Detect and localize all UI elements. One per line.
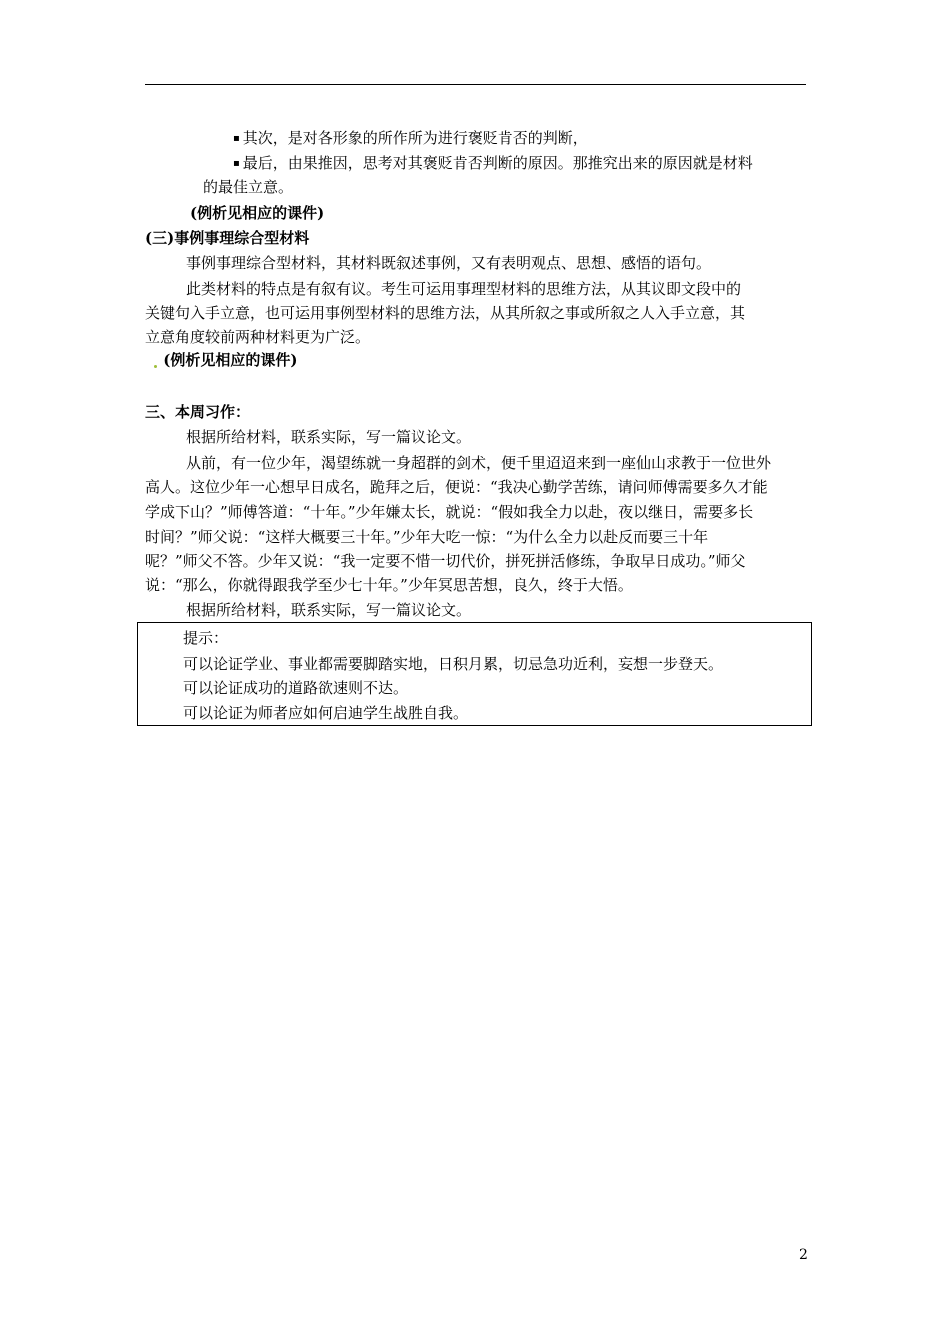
bullet-item-1 bbox=[233, 128, 588, 151]
story-line-1: 从前，有一位少年，渴望练就一身超群的剑术，便千里迢迢来到一座仙山求教于一位世外 bbox=[186, 454, 772, 472]
weekly-writing-heading: 三、本周习作： bbox=[145, 403, 251, 421]
tip-item-1: 可以论证学业、事业都需要脚踏实地，日积月累，切忌急功近利，妄想一步登天。 bbox=[183, 655, 724, 673]
section-heading-3: (三)事例事理综合型材料 bbox=[145, 229, 310, 247]
bullet-marker: ▪ bbox=[233, 158, 240, 169]
example-note-2-text: (例析见相应的课件) bbox=[163, 351, 298, 369]
tips-title: 提示： bbox=[183, 629, 229, 647]
story-line-2: 高人。这位少年一心想早日成名，跪拜之后，便说：“我决心勤学苦练，请问师傅需要多久才能 bbox=[145, 478, 768, 496]
section3-paragraph-2-line3: 立意角度较前两种材料更为广泛。 bbox=[145, 328, 371, 346]
story-line-4: 时间？”师父说：“这样大概要三十年。”少年大吃一惊：“为什么全力以赴反而要三十年 bbox=[145, 528, 709, 546]
example-note-1: (例析见相应的课件) bbox=[190, 204, 325, 222]
writing-prompt-intro: 根据所给材料，联系实际，写一篇议论文。 bbox=[186, 428, 472, 446]
decorative-dot bbox=[154, 365, 157, 368]
bullet-marker: ▪ bbox=[233, 133, 240, 144]
story-line-3: 学成下山？”师傅答道：“十年。”少年嫌太长，就说：“假如我全力以赴，夜以继日，需要多长 bbox=[145, 503, 754, 521]
example-note-2 bbox=[153, 350, 297, 370]
story-line-5: 呢？”师父不答。少年又说：“我一定要不惜一切代价，拼死拼活修练，争取早日成功。”师父 bbox=[145, 552, 746, 570]
bullet-item-2-cont: 的最佳立意。 bbox=[203, 178, 294, 196]
section3-paragraph-2-line1: 此类材料的特点是有叙有议。考生可运用事理型材料的思维方法，从其议即文段中的 bbox=[186, 280, 742, 298]
section3-paragraph-1: 事例事理综合型材料，其材料既叙述事例，又有表明观点、思想、感悟的语句。 bbox=[186, 254, 712, 272]
bullet-text-1: 其次，是对各形象的所作所为进行褒贬肯否的判断， bbox=[242, 129, 588, 147]
bullet-item-2 bbox=[233, 153, 753, 176]
page-number: 2 bbox=[799, 1247, 808, 1263]
bullet-text-2: 最后，由果推因，思考对其褒贬肯否判断的原因。那推究出来的原因就是材料 bbox=[242, 154, 753, 172]
tip-item-2: 可以论证成功的道路欲速则不达。 bbox=[183, 679, 409, 697]
story-line-6: 说：“那么，你就得跟我学至少七十年。”少年冥思苦想，良久，终于大悟。 bbox=[145, 576, 633, 594]
writing-prompt-repeat: 根据所给材料，联系实际，写一篇议论文。 bbox=[186, 601, 472, 619]
tip-item-3: 可以论证为师者应如何启迪学生战胜自我。 bbox=[183, 704, 469, 722]
section3-paragraph-2-line2: 关键句入手立意，也可运用事例型材料的思维方法，从其所叙之事或所叙之人入手立意，其 bbox=[145, 304, 746, 322]
header-rule bbox=[145, 84, 806, 85]
